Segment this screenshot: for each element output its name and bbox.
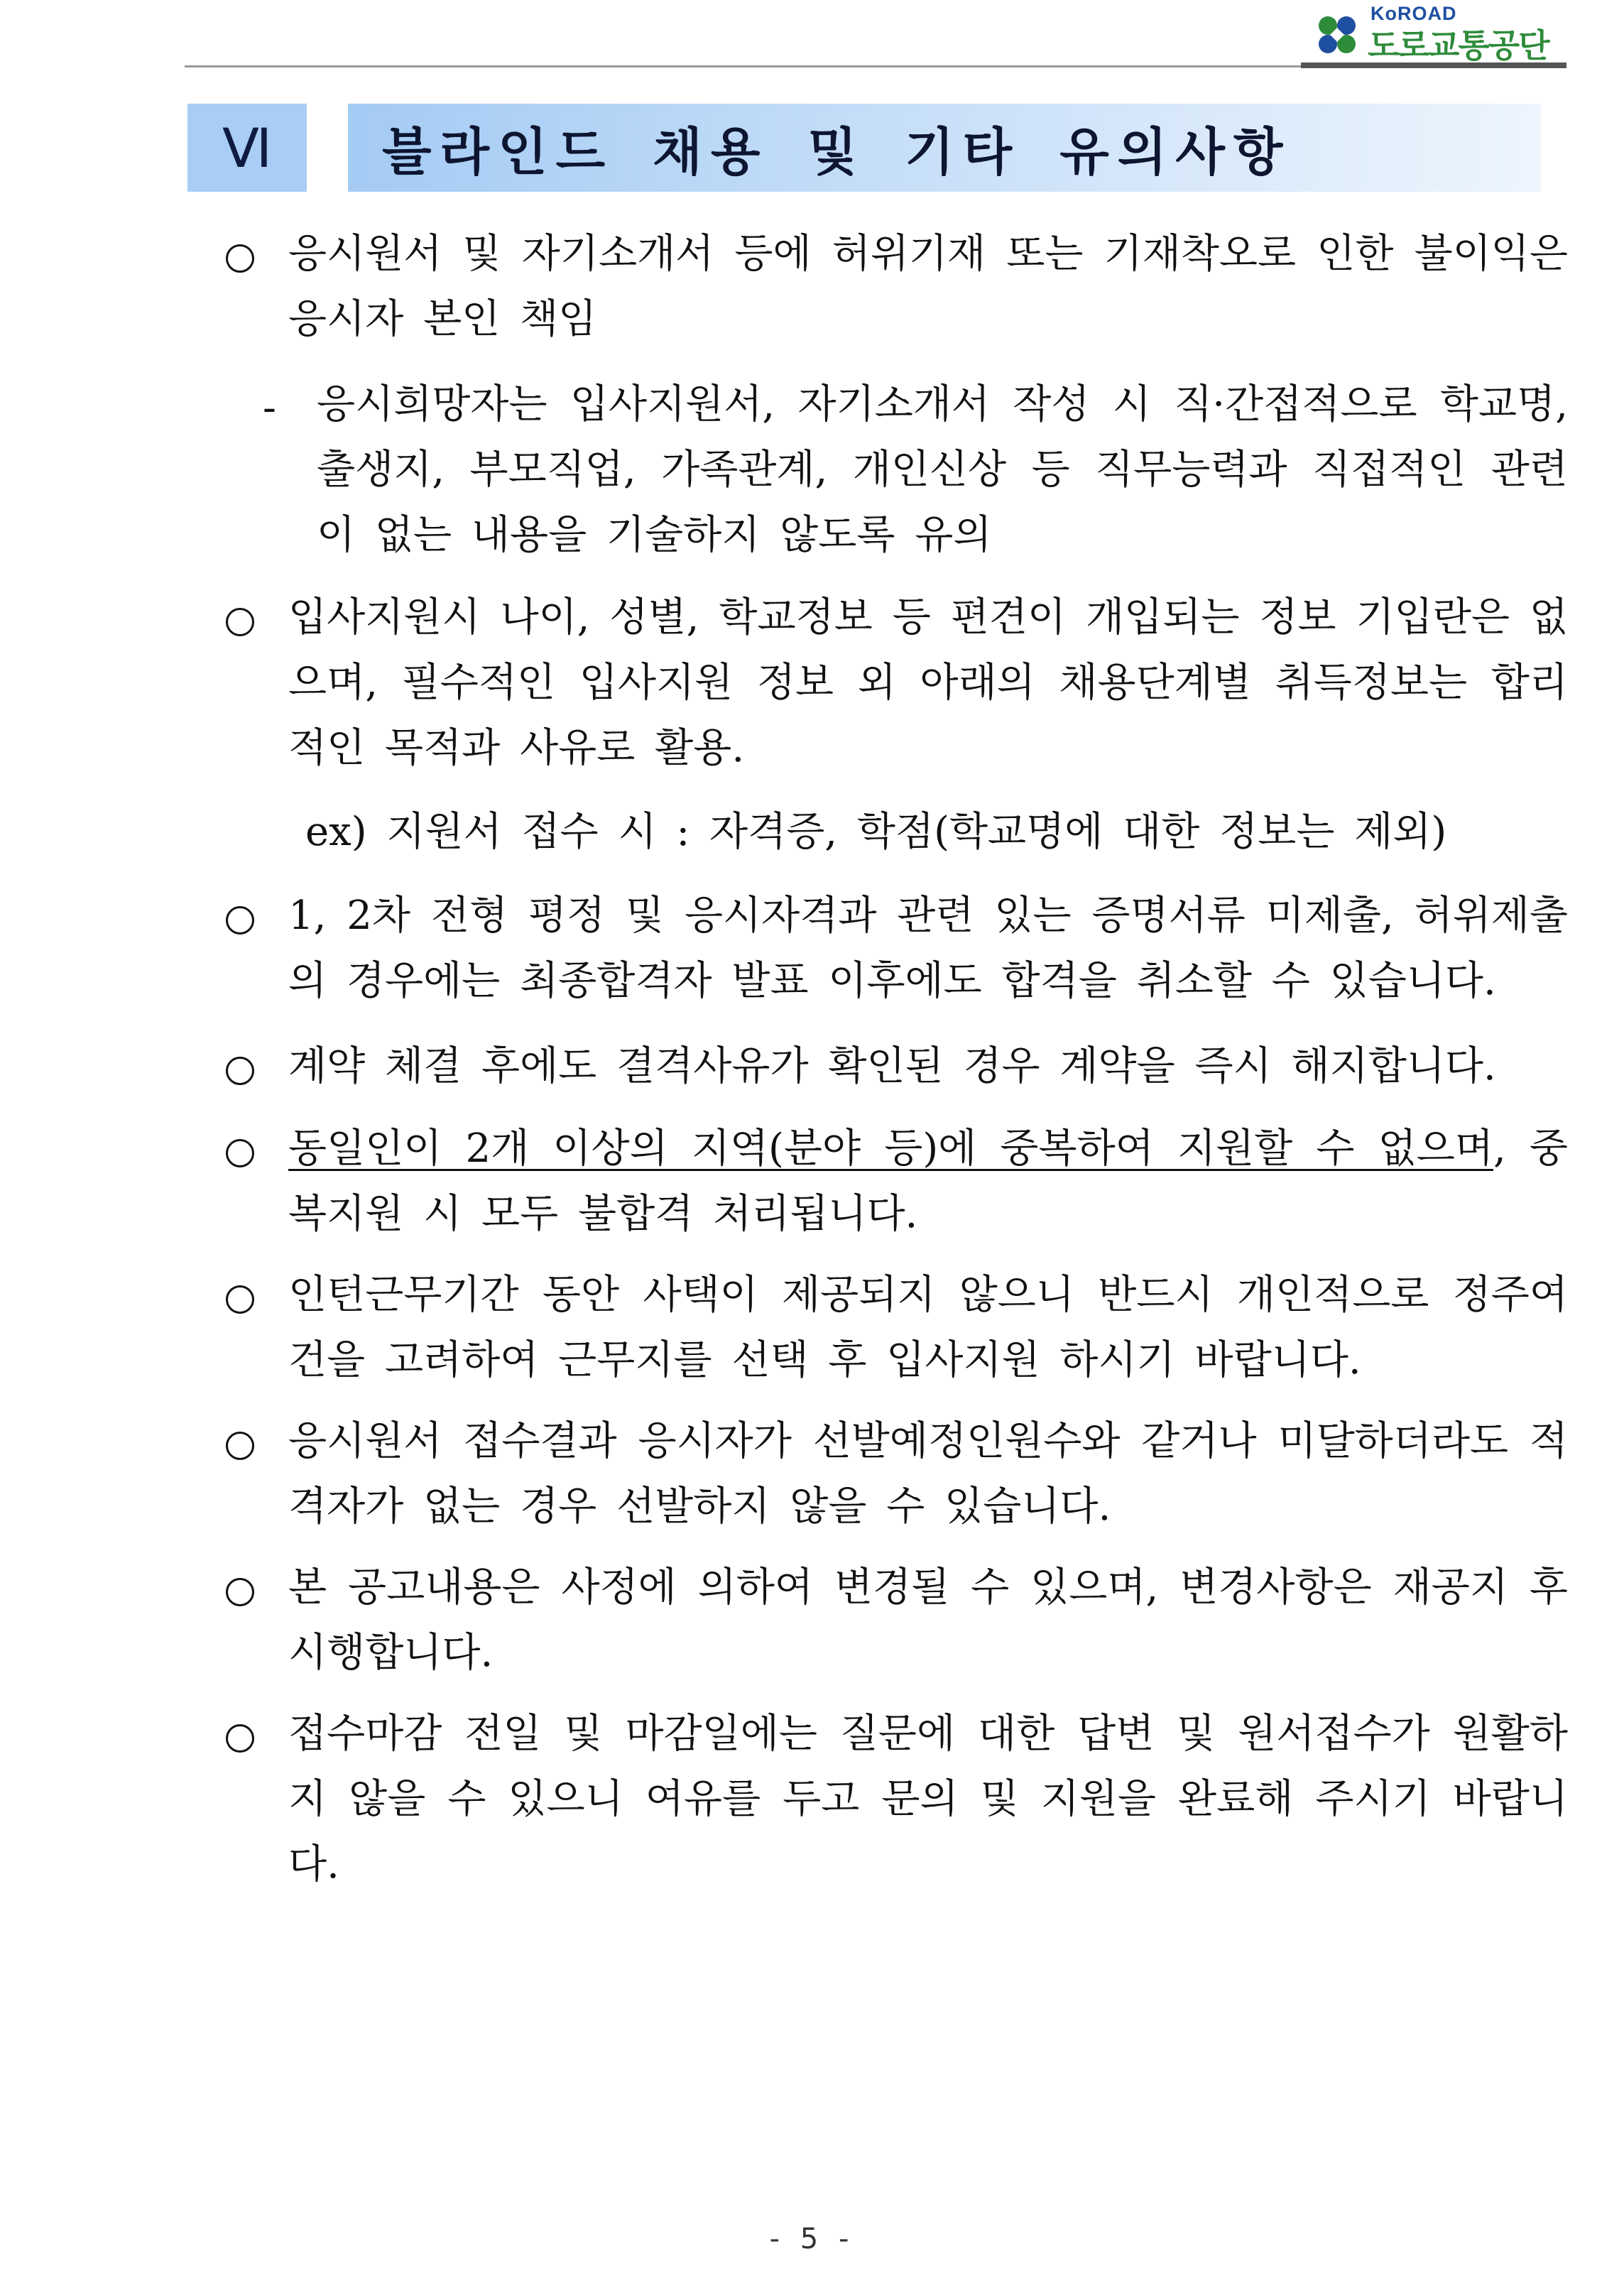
section-number: Ⅵ — [187, 104, 307, 192]
item-text: 응시원서 및 자기소개서 등에 허위기재 또는 기재착오로 인한 불이익은 응시자 본인 책임 — [288, 231, 1568, 342]
dash-bullet: - — [263, 385, 276, 431]
sub-item-text: 응시희망자는 입사지원서, 자기소개서 작성 시 직·간접적으로 학교명, 출생지, 부모직업, 가족관계, 개인신상 등 직무능력과 직접적인 관련이 없는 내용을 기술하지 않도록 유의 — [317, 381, 1568, 558]
circle-bullet-icon — [226, 1578, 254, 1606]
circle-bullet-icon — [226, 1057, 254, 1085]
item-text: 계약 체결 후에도 결격사유가 확인된 경우 계약을 즉시 해지합니다. — [288, 1043, 1496, 1089]
underlined-notice: 동일인이 2개 이상의 지역(분야 등)에 중복하여 지원할 수 없으며 — [288, 1126, 1493, 1172]
circle-bullet-icon — [226, 1139, 254, 1167]
clover-logo-icon — [1315, 13, 1359, 57]
circle-bullet-icon — [226, 1285, 254, 1314]
section-title-band — [348, 104, 1541, 192]
circle-bullet-icon — [226, 244, 254, 273]
circle-bullet-icon — [226, 1724, 254, 1753]
item-text: 본 공고내용은 사정에 의하여 변경될 수 있으며, 변경사항은 재공지 후 시행합니다. — [288, 1564, 1568, 1676]
section-title: 블라인드 채용 및 기타 유의사항 — [382, 122, 1292, 182]
item-text-rest: , 중복지원 시 모두 불합격 처리됩니다. — [288, 1126, 1568, 1237]
item-text — [288, 1116, 1568, 1247]
circle-bullet-icon — [226, 906, 254, 935]
page-number: - 5 - — [769, 2223, 855, 2255]
item-text: 인턴근무기간 동안 사택이 제공되지 않으니 반드시 개인적으로 정주여건을 고려하여 근무지를 선택 후 입사지원 하시기 바랍니다. — [288, 1272, 1568, 1383]
circle-bullet-icon — [226, 1432, 254, 1460]
logo-english-text: KoROAD — [1370, 3, 1457, 24]
item-text: 1, 2차 전형 평정 및 응시자격과 관련 있는 증명서류 미제출, 허위제출의 경우에는 최종합격자 발표 이후에도 합격을 취소할 수 있습니다. — [288, 893, 1568, 1004]
circle-bullet-icon — [226, 608, 254, 636]
item-text: 접수마감 전일 및 마감일에는 질문에 대한 답변 및 원서접수가 원활하지 않을 수 있으니 여유를 두고 문의 및 지원을 완료해 주시기 바랍니다. — [288, 1711, 1568, 1888]
example-text: ex) 지원서 접수 시 : 자격증, 학점(학교명에 대한 정보는 제외) — [305, 809, 1447, 855]
koroad-logo — [1315, 3, 1571, 65]
logo-korean-text: 도로교통공단 — [1368, 26, 1549, 65]
item-text: 입사지원시 나이, 성별, 학교정보 등 편견이 개입되는 정보 기입란은 없으며, 필수적인 입사지원 정보 외 아래의 채용단계별 취득정보는 합리적인 목적과 사유로 활용. — [288, 594, 1568, 771]
item-text: 응시원서 접수결과 응시자가 선발예정인원수와 같거나 미달하더라도 적격자가 없는 경우 선발하지 않을 수 있습니다. — [288, 1418, 1568, 1530]
